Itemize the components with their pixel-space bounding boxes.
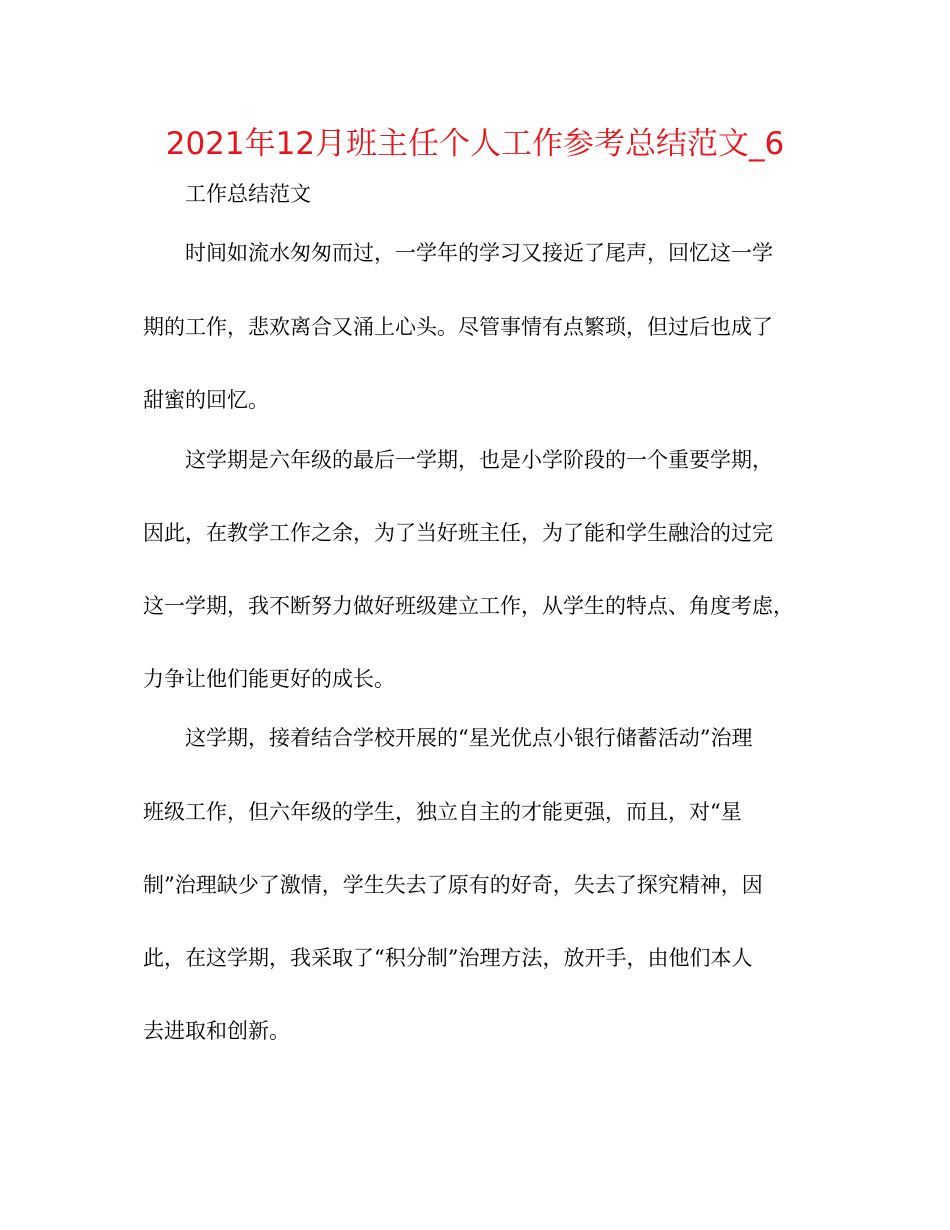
paragraph-3-line-4: 此，在这学期，我采取了“积分制”治理方法，放开手，由他们本人 (143, 946, 753, 970)
paragraph-2-line-1: 这学期是六年级的最后一学期，也是小学阶段的一个重要学期， (185, 448, 773, 472)
document-subtitle: 工作总结范文 (185, 182, 311, 206)
paragraph-3-line-5: 去进取和创新。 (143, 1019, 290, 1043)
paragraph-2-line-2: 因此，在教学工作之余，为了当好班主任，为了能和学生融洽的过完 (143, 521, 773, 545)
document-title: 2021年12月班主任个人工作参考总结范文_6 (165, 126, 785, 162)
paragraph-2-line-4: 力争让他们能更好的成长。 (143, 667, 395, 691)
paragraph-3-line-1: 这学期，接着结合学校开展的“星光优点小银行储蓄活动”治理 (185, 726, 753, 750)
paragraph-1-line-1: 时间如流水匆匆而过，一学年的学习又接近了尾声，回忆这一学 (185, 241, 773, 265)
paragraph-3-line-3: 制”治理缺少了激情，学生失去了原有的好奇，失去了探究精神，因 (143, 873, 763, 897)
paragraph-2-line-3: 这一学期，我不断努力做好班级建立工作，从学生的特点、角度考虑， (143, 594, 794, 618)
paragraph-1-line-3: 甜蜜的回忆。 (143, 388, 269, 412)
paragraph-3-line-2: 班级工作，但六年级的学生，独立自主的才能更强，而且，对“星 (143, 800, 742, 824)
paragraph-1-line-2: 期的工作，悲欢离合又涌上心头。尽管事情有点繁琐，但过后也成了 (143, 315, 773, 339)
